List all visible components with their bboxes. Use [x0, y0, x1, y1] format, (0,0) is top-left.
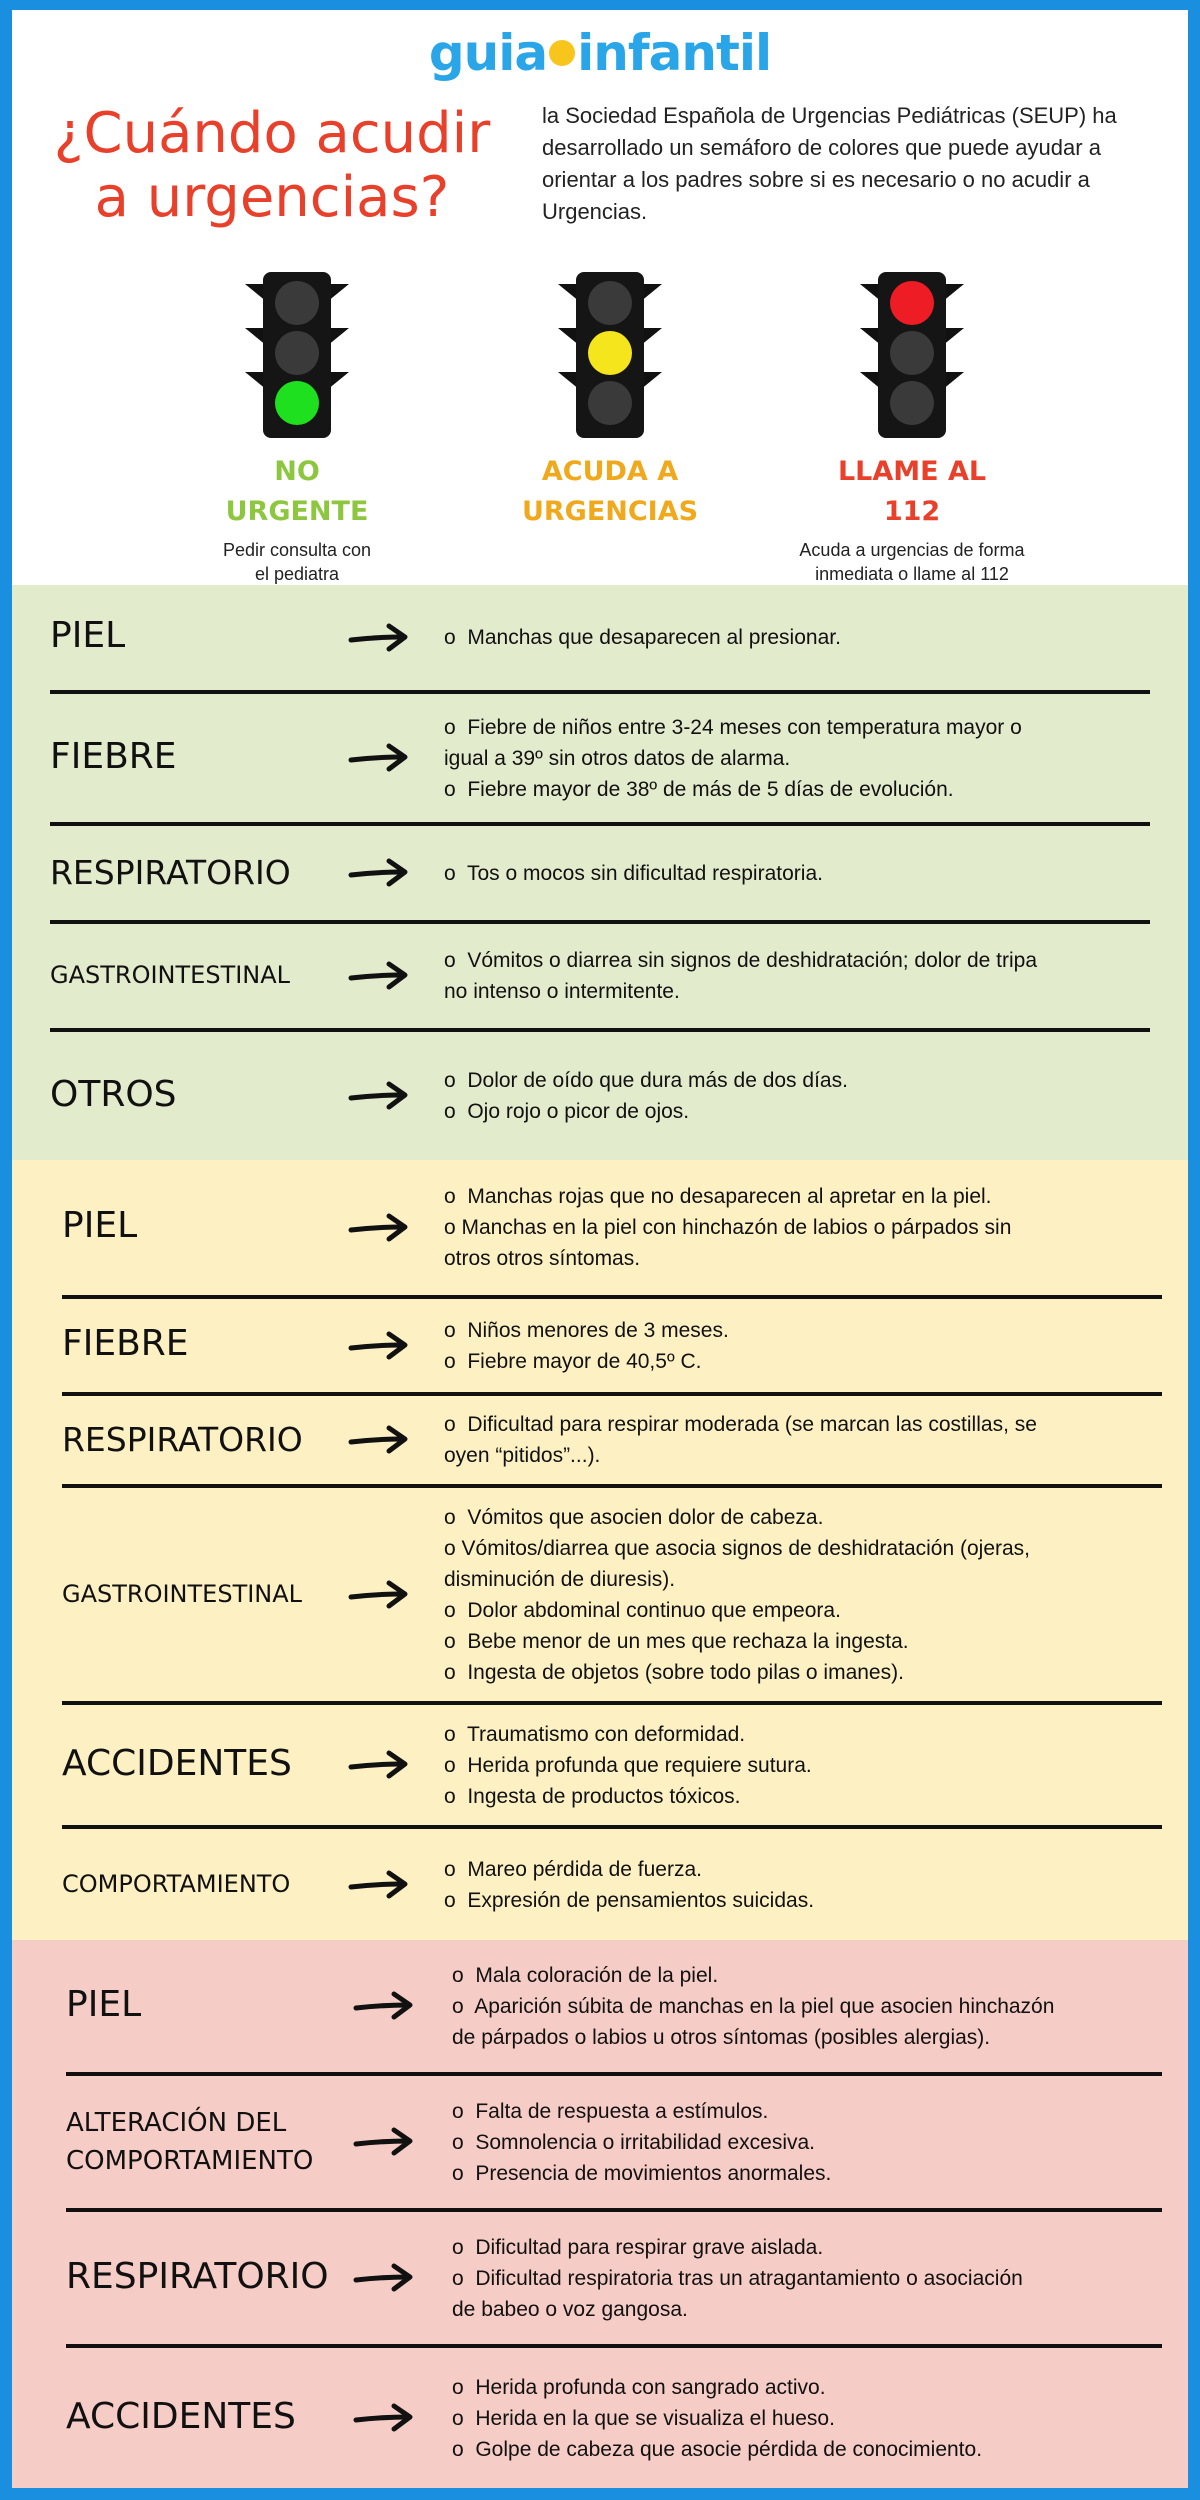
category-label [50, 615, 125, 656]
category-label-line: COMPORTAMIENTO [66, 2146, 314, 2176]
symptom-item: o Dolor abdominal continuo que empeora. [444, 1598, 841, 1622]
page-title [42, 102, 502, 230]
section-no-urgente [12, 585, 1188, 1160]
traffic-light-yellow-icon [550, 270, 670, 440]
green-row-4 [12, 1032, 1188, 1160]
symptom-item: o Vómitos o diarrea sin signos de deshidratación; dolor de tripa [444, 949, 1038, 972]
arrow-right-icon [347, 960, 411, 997]
arrow-right-icon [347, 1212, 411, 1249]
category-label [62, 1870, 290, 1898]
symptom-item: o Vómitos/diarrea que asocia signos de deshidratación (ojeras, [444, 1536, 1031, 1560]
yellow-row-3 [12, 1488, 1188, 1701]
arrow-right-icon [347, 1749, 411, 1786]
symptom-item: o Fiebre de niños entre 3-24 meses con temperatura mayor o [444, 715, 1022, 739]
red-row-2 [12, 2212, 1188, 2344]
symptom-item: otros otros síntomas. [444, 1247, 641, 1270]
symptom-list [444, 858, 1150, 889]
symptom-item: no intenso o intermitente. [444, 980, 680, 1003]
light-green [137, 270, 457, 586]
symptom-item: igual a 39º sin otros datos de alarma. [444, 746, 791, 770]
category-label-line: PIEL [62, 1205, 138, 1247]
symptom-item: o Presencia de movimientos anormales. [452, 2161, 832, 2185]
symptom-list [452, 1960, 1162, 2053]
light-red-title-1: LLAME AL [837, 456, 987, 487]
red-row-0 [12, 1940, 1188, 2072]
logo-dot-icon [549, 40, 575, 66]
arrow-right-icon [347, 1579, 411, 1616]
traffic-light-green-icon [237, 270, 357, 440]
light-red-subtitle [752, 538, 1072, 586]
symptom-item: o Ojo rojo o picor de ojos. [444, 1100, 690, 1123]
section-llame-112 [12, 1940, 1188, 2488]
symptom-item: o Manchas rojas que no desaparecen al apretar en la piel. [444, 1185, 992, 1208]
symptom-item: o Bebe menor de un mes que rechaza la ingesta. [444, 1629, 909, 1653]
symptom-item: o Herida profunda con sangrado activo. [452, 2375, 826, 2399]
light-yellow [450, 270, 770, 532]
symptom-list [444, 1315, 1162, 1377]
category-label-line: OTROS [50, 1073, 177, 1115]
arrow-right-icon [347, 1869, 411, 1906]
symptom-item: o Dificultad respiratoria tras un atragantamiento o asociación [452, 2266, 1023, 2290]
category-label-line: RESPIRATORIO [66, 2255, 329, 2297]
category-label [50, 736, 177, 777]
arrow-right-icon [347, 1080, 411, 1117]
symptom-item: o Ingesta de productos tóxicos. [444, 1784, 741, 1808]
symptom-item: o Dificultad para respirar grave aislada. [452, 2235, 824, 2259]
logo-left: guia [428, 24, 548, 82]
intro-text: la Sociedad Española de Urgencias Pediátricas (SEUP) ha desarrollado un semáforo de colores que puede ayudar a orientar a los padres sobre si es necesario o no acudir a Urgencias. [542, 103, 1117, 224]
symptom-list [444, 1065, 1150, 1127]
green-row-3 [12, 924, 1188, 1028]
category-label [62, 1420, 303, 1459]
logo-right: infantil [577, 24, 772, 82]
symptom-item: o Falta de respuesta a estímulos. [452, 2099, 769, 2123]
arrow-right-icon [352, 2126, 416, 2163]
symptom-list [444, 622, 1150, 653]
light-green-title-1: NO [274, 456, 320, 487]
category-label-line: COMPORTAMIENTO [62, 1869, 291, 1898]
light-green-sub-2: el pediatra [254, 564, 340, 584]
title-line-1: ¿Cuándo acudir [53, 101, 491, 166]
category-label-line: PIEL [50, 615, 126, 657]
light-red-title-2: 112 [883, 496, 941, 527]
symptom-list [444, 712, 1150, 805]
category-label [50, 961, 290, 989]
category-label-line: FIEBRE [62, 1323, 189, 1365]
symptom-list [444, 1181, 1162, 1274]
light-green-sub-1: Pedir consulta con [222, 540, 372, 560]
category-label [62, 1743, 292, 1784]
symptom-item: o Mareo pérdida de fuerza. [444, 1857, 702, 1881]
arrow-right-icon [347, 1424, 411, 1461]
arrow-right-icon [352, 1990, 416, 2027]
light-yellow-title-1: ACUDA A [541, 456, 679, 487]
category-label [50, 1074, 177, 1115]
category-label [62, 1580, 302, 1608]
light-red [752, 270, 1072, 586]
category-label [50, 853, 291, 892]
green-row-0 [12, 585, 1188, 690]
symptom-item: o Fiebre mayor de 40,5º C. [444, 1349, 702, 1373]
arrow-right-icon [352, 2262, 416, 2299]
category-label-line: GASTROINTESTINAL [50, 961, 291, 990]
symptom-item: o Expresión de pensamientos suicidas. [444, 1888, 815, 1912]
green-row-2 [12, 826, 1188, 920]
symptom-list [444, 945, 1150, 1007]
symptom-item: de párpados o labios u otros síntomas (posibles alergias). [452, 2025, 991, 2049]
infographic [12, 10, 1188, 2488]
category-label [62, 1323, 189, 1364]
symptom-item: oyen “pitidos”...). [444, 1444, 601, 1467]
symptom-list [452, 2372, 1162, 2465]
light-green-title-2: URGENTE [225, 496, 369, 527]
symptom-item: o Mala coloración de la piel. [452, 1963, 719, 1987]
symptom-item: o Dificultad para respirar moderada (se marcan las costillas, se [444, 1413, 1037, 1436]
symptom-item: o Golpe de cabeza que asocie pérdida de conocimiento. [452, 2437, 983, 2461]
red-row-1 [12, 2076, 1188, 2208]
category-label-line: ACCIDENTES [66, 2395, 296, 2437]
symptom-list [452, 2096, 1162, 2189]
symptom-list [444, 1502, 1162, 1688]
light-red-title [752, 452, 1072, 532]
category-label [62, 1205, 137, 1246]
yellow-row-5 [12, 1829, 1188, 1940]
category-label-line: FIEBRE [50, 735, 177, 777]
category-label-line: PIEL [66, 1983, 142, 2025]
category-label-line: RESPIRATORIO [50, 852, 291, 892]
symptom-list [444, 1854, 1162, 1916]
yellow-row-0 [12, 1160, 1188, 1295]
light-green-title [137, 452, 457, 532]
light-yellow-title-2: URGENCIAS [521, 496, 699, 527]
symptom-list [444, 1409, 1162, 1471]
arrow-right-icon [352, 2402, 416, 2439]
category-label [66, 2396, 296, 2437]
symptom-item: o Vómitos que asocien dolor de cabeza. [444, 1505, 824, 1529]
symptom-item: o Herida profunda que requiere sutura. [444, 1753, 812, 1777]
light-red-sub-2: inmediata o llame al 112 [815, 564, 1009, 584]
category-label-line: RESPIRATORIO [62, 1419, 303, 1459]
symptom-item: o Dolor de oído que dura más de dos días. [444, 1069, 848, 1092]
category-label-line: ACCIDENTES [62, 1742, 292, 1784]
yellow-row-4 [12, 1705, 1188, 1825]
green-row-1 [12, 694, 1188, 822]
red-row-3 [12, 2348, 1188, 2488]
light-yellow-title [450, 452, 770, 532]
symptom-item: o Fiebre mayor de 38º de más de 5 días de evolución. [444, 777, 954, 801]
traffic-light-red-icon [852, 270, 972, 440]
symptom-item: o Traumatismo con deformidad. [444, 1722, 746, 1746]
symptom-item: o Manchas que desaparecen al presionar. [444, 626, 841, 649]
yellow-row-2 [12, 1396, 1188, 1484]
symptom-item: o Aparición súbita de manchas en la piel que asocien hinchazón [452, 1994, 1055, 2018]
category-label [66, 2256, 329, 2297]
arrow-right-icon [347, 622, 411, 659]
yellow-row-1 [12, 1299, 1188, 1392]
category-label-line: GASTROINTESTINAL [62, 1579, 303, 1608]
logo [12, 24, 1188, 82]
symptom-item: o Tos o mocos sin dificultad respiratoria. [444, 861, 823, 885]
symptom-item: de babeo o voz gangosa. [452, 2297, 688, 2321]
symptom-item: disminución de diuresis). [444, 1567, 676, 1591]
symptom-item: o Herida en la que se visualiza el hueso. [452, 2406, 835, 2430]
symptom-item: o Niños menores de 3 meses. [444, 1318, 729, 1342]
symptom-item: o Manchas en la piel con hinchazón de labios o párpados sin [444, 1216, 1012, 1239]
symptom-list [444, 1719, 1162, 1812]
title-line-2: a urgencias? [94, 165, 450, 230]
section-acuda-urgencias [12, 1160, 1188, 1940]
light-red-sub-1: Acuda a urgencias de forma [799, 540, 1025, 560]
category-label-line: ALTERACIÓN DEL [66, 2108, 287, 2138]
category-label [66, 2104, 313, 2180]
symptom-list [452, 2232, 1162, 2325]
symptom-item: o Somnolencia o irritabilidad excesiva. [452, 2130, 816, 2154]
symptom-item: o Ingesta de objetos (sobre todo pilas o imanes). [444, 1660, 904, 1684]
arrow-right-icon [347, 742, 411, 779]
arrow-right-icon [347, 857, 411, 894]
category-label [66, 1984, 141, 2025]
arrow-right-icon [347, 1330, 411, 1367]
light-green-subtitle [137, 538, 457, 586]
